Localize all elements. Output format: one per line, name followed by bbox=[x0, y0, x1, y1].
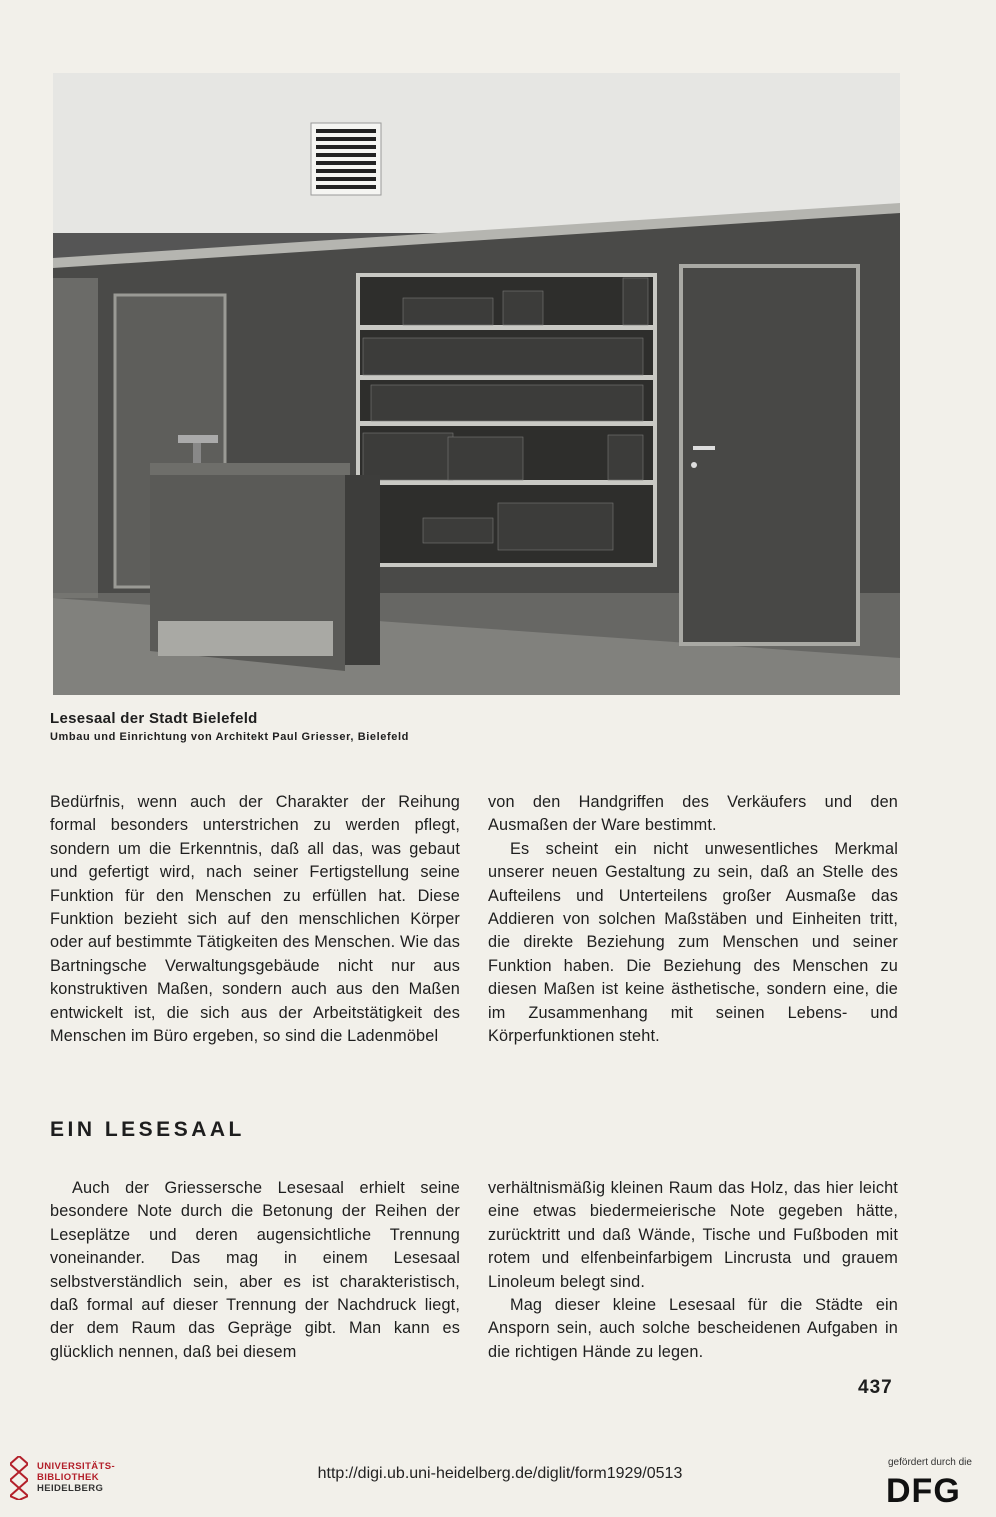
section2-column-right bbox=[488, 1177, 898, 1364]
paragraph: Auch der Griessersche Lesesaal erhielt seine besondere Note durch die Betonung der Reihen der Leseplätze und deren augensichtliche Trennung voneinander. Das mag in einem Lesesaal selbstverständlich sein, aber es ist charakteristisch, daß formal auf dieser Trennung der Nachdruck liegt, der dem Raum das Gepräge gibt. Man kann es glücklich nennen, daß bei diesem bbox=[50, 1179, 460, 1361]
section2-column-left bbox=[50, 1177, 460, 1364]
footer-url-link[interactable]: http://digi.ub.uni-heidelberg.de/diglit/form1929/0513 bbox=[317, 1465, 683, 1482]
caption-title: Lesesaal der Stadt Bielefeld bbox=[50, 710, 258, 727]
caption-subtitle: Umbau und Einrichtung von Architekt Paul Griesser, Bielefeld bbox=[50, 731, 409, 743]
library-line-1: UNIVERSITÄTS- bbox=[37, 1461, 116, 1472]
page-number: 437 bbox=[858, 1377, 893, 1398]
section-heading: EIN LESESAAL bbox=[50, 1118, 245, 1141]
section1-column-left bbox=[50, 791, 460, 1048]
library-logo-icon bbox=[10, 1456, 28, 1500]
library-line-2: BIBLIOTHEK bbox=[37, 1472, 100, 1483]
funded-by-text: gefördert durch die bbox=[888, 1457, 972, 1468]
paragraph: Mag dieser kleine Lesesaal für die Städte ein Ansporn sein, auch solche bescheidenen Aufgaben in die richtigen Hände zu legen. bbox=[488, 1296, 898, 1361]
reading-room-illustration bbox=[53, 73, 900, 695]
dfg-logo: DFG bbox=[886, 1472, 961, 1510]
paragraph: Bedürfnis, wenn auch der Charakter der Reihung formal besonders unterstrichen zu werden pflegt, sondern um die Erkenntnis, daß all das, was gebaut und gefertigt wird, nach seiner Fertigstellung seine Funktion für den Menschen zu erfüllen hat. Diese Funktion bezieht sich auf den menschlichen Körper oder auf bestimmte Tätigkeiten des Menschen. Wie das Bartningsche Verwaltungsgebäude nicht nur aus konstruktiven Maßen, sondern auch aus den Maßen entwickelt ist, die sich aus der Arbeitstätigkeit des Menschen im Büro ergeben, so sind die Ladenmöbel bbox=[50, 793, 460, 1046]
paragraph: von den Handgriffen des Verkäufers und den Ausmaßen der Ware bestimmt. bbox=[488, 793, 898, 835]
paragraph: Es scheint ein nicht unwesentliches Merkmal unserer neuen Gestaltung zu sein, daß an Stelle des Aufteilens und Unterteilens großer Ausmaße das Addieren von solchen Maßstäben und Einheiten tritt, die direkte Beziehung zum Menschen und seiner Funktion haben. Die Beziehung des Menschen zu diesen Maßen ist keine ästhetische, sondern eine, die im Zusammenhang mit seinen Lebens- und Körperfunktionen steht. bbox=[488, 839, 898, 1046]
reading-room-photo bbox=[53, 73, 900, 695]
library-line-3: HEIDELBERG bbox=[37, 1483, 104, 1494]
section1-column-right bbox=[488, 791, 898, 1048]
library-name bbox=[37, 1461, 115, 1494]
paragraph: verhältnismäßig kleinen Raum das Holz, das hier leicht eine etwas biedermeierische Note gegeben hätte, zurücktritt und daß Wände, Tische und Fußboden mit rotem und elfenbeinfarbigem Lincrusta und grauem Linoleum belegt sind. bbox=[488, 1179, 898, 1291]
